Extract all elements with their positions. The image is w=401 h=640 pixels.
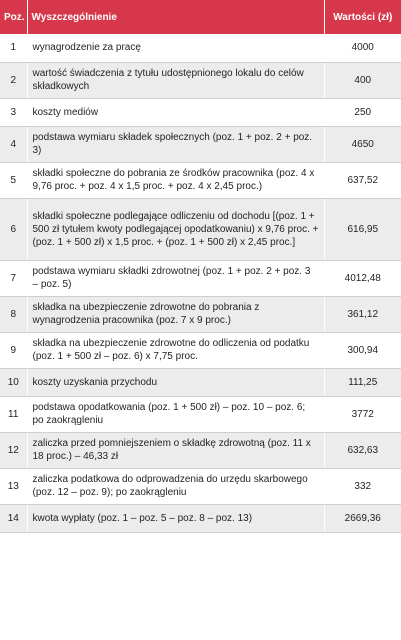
row-position: 7 (0, 260, 27, 296)
row-value: 3772 (324, 396, 401, 432)
row-description: składka na ubezpieczenie zdrowotne do odliczenia od podatku (poz. 1 + 500 zł – poz. 6) x 7,75 proc. (27, 332, 324, 368)
row-value: 332 (324, 468, 401, 504)
row-position: 9 (0, 332, 27, 368)
table-row (0, 260, 401, 296)
table-row (0, 432, 401, 468)
row-value: 616,95 (324, 198, 401, 260)
row-value: 4000 (324, 34, 401, 62)
table-row (0, 296, 401, 332)
table-row (0, 198, 401, 260)
row-description: koszty uzyskania przychodu (27, 368, 324, 396)
row-description: składki społeczne do pobrania ze środków pracownika (poz. 4 x 9,76 proc. + poz. 4 x 1,5 proc. + poz. 4 x 2,45 proc.) (27, 162, 324, 198)
header-position: Poz. (0, 0, 27, 34)
table-row (0, 34, 401, 62)
row-description: wynagrodzenie za pracę (27, 34, 324, 62)
row-position: 4 (0, 126, 27, 162)
row-position: 1 (0, 34, 27, 62)
table-row (0, 368, 401, 396)
table-row (0, 468, 401, 504)
row-description: składki społeczne podlegające odliczeniu od dochodu [(poz. 1 + 500 zł tytułem kwoty podlegającej opodatkowaniu) x 9,76 proc. + (poz. 1 + 500 zł) x 1,5 proc. + (poz. 1 + 500 zł) x 2,45 proc.] (27, 198, 324, 260)
row-value: 4012,48 (324, 260, 401, 296)
row-description: kwota wypłaty (poz. 1 – poz. 5 – poz. 8 – poz. 13) (27, 504, 324, 532)
row-description: wartość świadczenia z tytułu udostępnionego lokalu do celów składkowych (27, 62, 324, 98)
table-row (0, 332, 401, 368)
header-description: Wyszczególnienie (27, 0, 324, 34)
row-description: koszty mediów (27, 98, 324, 126)
row-position: 10 (0, 368, 27, 396)
table-row (0, 126, 401, 162)
row-description: podstawa opodatkowania (poz. 1 + 500 zł) – poz. 10 – poz. 6; po zaokrągleniu (27, 396, 324, 432)
row-position: 8 (0, 296, 27, 332)
row-position: 13 (0, 468, 27, 504)
row-position: 6 (0, 198, 27, 260)
row-value: 250 (324, 98, 401, 126)
table-row (0, 98, 401, 126)
table-row (0, 504, 401, 532)
row-value: 111,25 (324, 368, 401, 396)
row-value: 361,12 (324, 296, 401, 332)
row-position: 2 (0, 62, 27, 98)
row-value: 637,52 (324, 162, 401, 198)
header-row (0, 0, 401, 34)
table-header (0, 0, 401, 34)
table-body (0, 34, 401, 532)
header-value: Wartości (zł) (324, 0, 401, 34)
row-position: 12 (0, 432, 27, 468)
table-row (0, 396, 401, 432)
table-row (0, 162, 401, 198)
row-description: zaliczka podatkowa do odprowadzenia do urzędu skarbowego (poz. 12 – poz. 9); po zaokrągleniu (27, 468, 324, 504)
row-value: 632,63 (324, 432, 401, 468)
row-description: zaliczka przed pomniejszeniem o składkę zdrowotną (poz. 11 x 18 proc.) – 46,33 zł (27, 432, 324, 468)
row-position: 5 (0, 162, 27, 198)
row-description: podstawa wymiaru składki zdrowotnej (poz. 1 + poz. 2 + poz. 3 – poz. 5) (27, 260, 324, 296)
row-position: 14 (0, 504, 27, 532)
row-value: 2669,36 (324, 504, 401, 532)
row-value: 300,94 (324, 332, 401, 368)
row-description: składka na ubezpieczenie zdrowotne do pobrania z wynagrodzenia pracownika (poz. 7 x 9 proc.) (27, 296, 324, 332)
table-row (0, 62, 401, 98)
row-position: 3 (0, 98, 27, 126)
row-value: 4650 (324, 126, 401, 162)
row-description: podstawa wymiaru składek społecznych (poz. 1 + poz. 2 + poz. 3) (27, 126, 324, 162)
row-value: 400 (324, 62, 401, 98)
row-position: 11 (0, 396, 27, 432)
